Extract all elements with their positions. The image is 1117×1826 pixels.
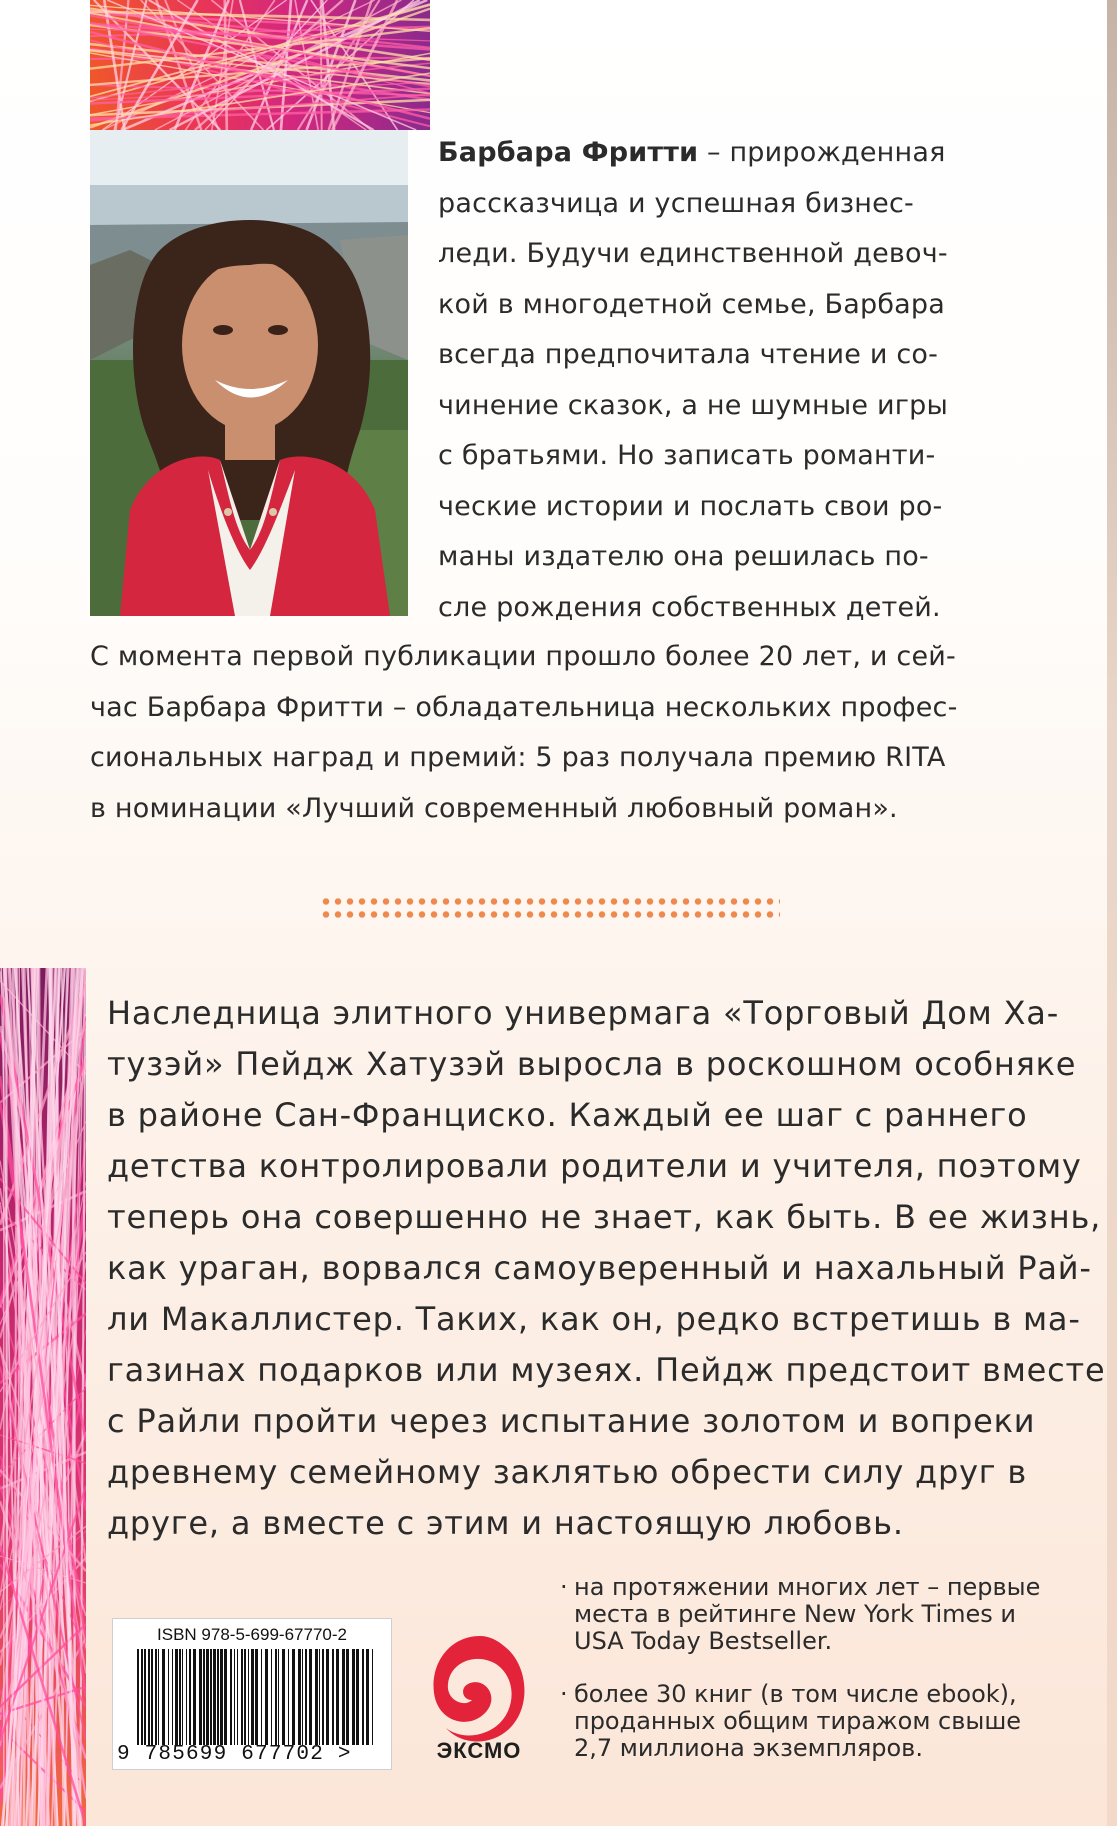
- barcode-bar: [168, 1649, 169, 1745]
- highlight-item: [560, 1681, 1060, 1762]
- synopsis-line: Наследница элитного универмага «Торговый Дом Ха-: [107, 994, 1060, 1032]
- bio-line: с братьями. Но записать романти-: [438, 440, 936, 471]
- book-highlights: [560, 1574, 1060, 1788]
- synopsis-line: друге, а вместе с этим и настоящую любовь.: [107, 1504, 904, 1542]
- barcode-bar: [186, 1649, 187, 1745]
- bio-line: сиональных наград и премий: 5 раз получала премию RITA: [90, 742, 946, 773]
- barcode-bar: [182, 1649, 183, 1745]
- isbn-digits: 9 785699 677702 >: [117, 1743, 352, 1766]
- barcode-bar: [234, 1649, 235, 1745]
- bio-line: час Барбара Фритти – обладательница нескольких профес-: [90, 691, 958, 723]
- barcode-bar: [271, 1649, 272, 1745]
- author-name: Барбара Фритти: [438, 137, 699, 168]
- barcode-bar: [288, 1649, 289, 1745]
- barcode-bar: [137, 1649, 139, 1745]
- barcode-bars: [137, 1649, 373, 1745]
- barcode-bar: [309, 1649, 312, 1745]
- barcode-bar: [332, 1649, 334, 1745]
- barcode-bar: [336, 1649, 339, 1745]
- barcode-bar: [282, 1649, 285, 1745]
- barcode-bar: [322, 1649, 324, 1745]
- highlight-line: проданных общим тиражом свыше: [574, 1707, 1022, 1735]
- barcode-bar: [213, 1649, 216, 1745]
- barcode-bar: [162, 1649, 165, 1745]
- barcode-bar: [158, 1649, 159, 1745]
- barcode-bar: [199, 1649, 202, 1745]
- bio-line: маны издателю она решилась по-: [438, 541, 929, 572]
- barcode-bar: [144, 1649, 146, 1745]
- dotted-separator: [320, 895, 780, 921]
- barcode-bar: [155, 1649, 157, 1745]
- book-synopsis: [107, 988, 1106, 1549]
- barcode-bar: [175, 1649, 178, 1745]
- barcode-bar: [203, 1649, 205, 1745]
- barcode-bar: [206, 1649, 209, 1745]
- bio-line: леди. Будучи единственной девоч-: [438, 238, 948, 269]
- highlight-line: места в рейтинге New York Times и: [574, 1600, 1017, 1628]
- barcode-bar: [179, 1649, 181, 1745]
- barcode-bar: [278, 1649, 279, 1745]
- barcode-bar: [241, 1649, 243, 1745]
- barcode-bar: [148, 1649, 150, 1745]
- barcode-bar: [352, 1649, 355, 1745]
- barcode-bar: [302, 1649, 303, 1745]
- synopsis-line: тузэй» Пейдж Хатузэй выросла в роскошном особняке: [107, 1045, 1077, 1083]
- barcode-bar: [275, 1649, 277, 1745]
- bio-line: кой в многодетной семье, Барбара: [438, 288, 946, 320]
- decorative-pattern-top: [90, 0, 430, 130]
- barcode-bar: [220, 1649, 223, 1745]
- barcode-bar: [261, 1649, 262, 1745]
- highlight-line: 2,7 миллиона экземпляров.: [574, 1734, 923, 1762]
- bio-line: всегда предпочитала чтение и со-: [438, 339, 939, 370]
- synopsis-line: теперь она совершенно не знает, как быть. В ее жизнь,: [107, 1198, 1102, 1236]
- spine-edge: [1107, 0, 1117, 1826]
- synopsis-line: детства контролировали родители и учителя, поэтому: [107, 1147, 1082, 1185]
- barcode-bar: [372, 1649, 373, 1745]
- barcode-bar: [362, 1649, 364, 1745]
- barcode-bar: [265, 1649, 268, 1745]
- barcode-bar: [251, 1649, 254, 1745]
- bio-line: в номинации «Лучший современный любовный роман».: [90, 792, 898, 824]
- barcode-bar: [315, 1649, 318, 1745]
- bio-line: чинение сказок, а не шумные игры: [438, 389, 948, 421]
- isbn-barcode: [112, 1618, 392, 1770]
- barcode-bar: [366, 1649, 369, 1745]
- synopsis-line: древнему семейному заклятью обрести силу друг в: [107, 1453, 1028, 1491]
- barcode-bar: [172, 1649, 173, 1745]
- barcode-bar: [141, 1649, 143, 1745]
- barcode-bar: [255, 1649, 258, 1745]
- publisher-name: ЭКСМО: [436, 1738, 522, 1763]
- isbn-label: ISBN 978-5-699-67770-2: [157, 1625, 347, 1644]
- synopsis-line: в районе Сан-Франциско. Каждый ее шаг с раннего: [107, 1096, 1028, 1134]
- barcode-bar: [244, 1649, 246, 1745]
- bio-line: С момента первой публикации прошло более 20 лет, и сей-: [90, 641, 956, 672]
- highlight-line: USA Today Bestseller.: [574, 1627, 833, 1655]
- barcode-bar: [193, 1649, 196, 1745]
- barcode-bar: [230, 1649, 232, 1745]
- bio-line: рассказчица и успешная бизнес-: [438, 187, 914, 219]
- synopsis-line: ли Макаллистер. Таких, как он, редко встретишь в ма-: [107, 1300, 1081, 1338]
- barcode-bar: [319, 1649, 320, 1745]
- barcode-bar: [189, 1649, 191, 1745]
- synopsis-line: с Райли пройти через испытание золотом и вопреки: [107, 1402, 1036, 1440]
- barcode-bar: [342, 1649, 345, 1745]
- bio-line: – прирожденная: [698, 137, 946, 168]
- barcode-bar: [326, 1649, 329, 1745]
- barcode-bar: [210, 1649, 212, 1745]
- synopsis-line: как ураган, ворвался самоуверенный и нахальный Рай-: [107, 1249, 1092, 1287]
- highlight-line: · более 30 книг (в том числе ebook),: [574, 1680, 1017, 1708]
- barcode-bar: [224, 1649, 227, 1745]
- author-photo: [90, 130, 408, 616]
- barcode-bar: [298, 1649, 301, 1745]
- synopsis-line: газинах подарков или музеях. Пейдж предстоит вместе: [107, 1351, 1106, 1389]
- barcode-bar: [248, 1649, 249, 1745]
- barcode-bar: [346, 1649, 349, 1745]
- barcode-bar: [237, 1649, 238, 1745]
- decorative-pattern-left: [0, 968, 86, 1826]
- highlight-line: · на протяжении многих лет – первые: [574, 1573, 1041, 1601]
- bio-line: сле рождения собственных детей.: [438, 591, 941, 623]
- bio-line: ческие истории и послать свои ро-: [438, 490, 943, 522]
- barcode-bar: [217, 1649, 219, 1745]
- author-bio-intro: [438, 128, 1000, 633]
- barcode-bar: [151, 1649, 153, 1745]
- barcode-bar: [305, 1649, 307, 1745]
- barcode-bar: [356, 1649, 359, 1745]
- barcode-bar: [292, 1649, 295, 1745]
- author-bio-continued: [90, 632, 1000, 834]
- highlight-item: [560, 1574, 1060, 1655]
